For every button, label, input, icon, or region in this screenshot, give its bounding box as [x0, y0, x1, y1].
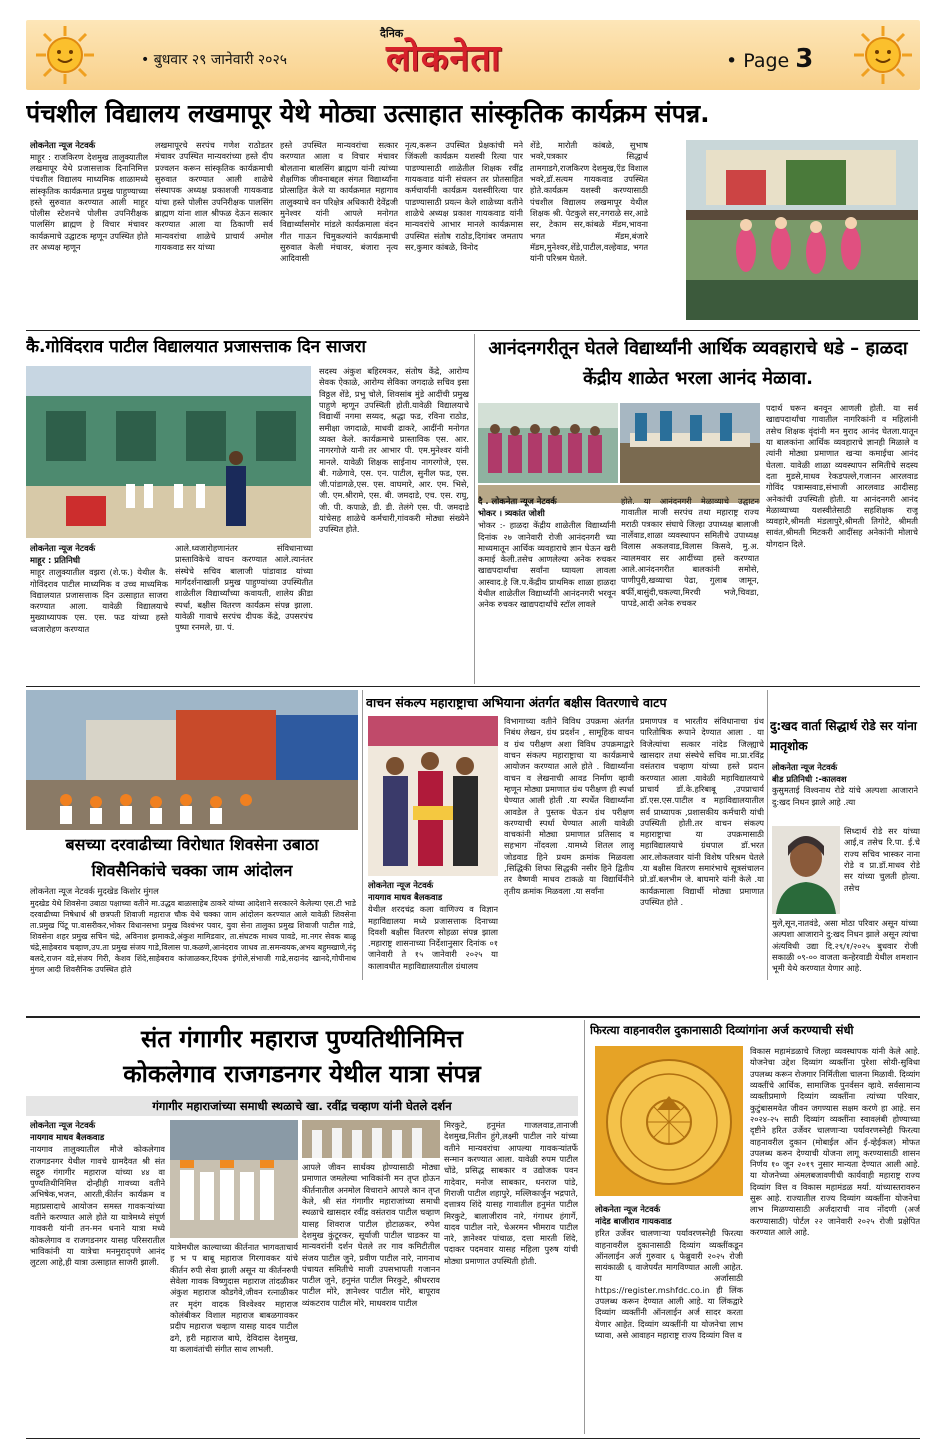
- story3-byline-place: भोकर । त्र्यकांत जोशी: [478, 507, 545, 518]
- story5-headline: वाचन संकल्प महाराष्ट्राचा अभियाना अंतर्गत बक्षीस वितरणाचे वाटप: [366, 695, 667, 710]
- story3-text-1: भोकर :- हाळदा केंद्रीय शाळेतील विद्यार्थ्यांनी दिनांक २७ जानेवारी रोजी आनंदनगरी च्या माध्यमातून आर्थिक व्यवहाराचे ज्ञान घेऊन खरी कमाई केली.तसेच आणलेल्या अनेक रुचकर खाद्यपदार्थांचा सर्वांना घ्यायला लावला आस्वाद.हे जि.प.केंद्रीय प्राथमिक शाळा हाळदा येथील शाळेतील विद्यार्थ्यांनी आनंदनगरी भरवून अनेक रुचकर खाद्यपदार्थांचे स्टॉल लावले: [478, 520, 616, 610]
- story8-headline: फिरत्या वाहनावरील दुकानासाठी दिव्यांगांना अर्ज करण्याची संधी: [590, 1023, 854, 1037]
- story2-text-1: माहूर तालुक्यातील वझरा (शे.फ.) येथील कै. गोविंदराव पाटील माध्यमिक व उच्च माध्यमिक विद्यालयात प्रजासत्ताक दिन उत्साहात साजरा करण्यात आला. यावेळी विद्यालयाचे मुख्याध्यापक एस. एस. फड यांच्या हस्ते ध्वजारोहण करण्यात: [30, 567, 168, 634]
- story1-column-5: शेंडे, मारोती कांबळे, सुभाष भवरे,पत्रकार सिद्धार्थ तामगाडगे,राजकिरण देशमुख,ऍड विशाल भवरे,डॉ.सत्यम गायकवाड उपस्थित होते.कार्यक्रम यशस्वी करण्यासाठी पंचशील विद्यालय लखमापूर येथील शिक्षक श्री. पेटकुले सर,नगराळे सर,आडे सर, टेकाम सर,कांबळे मॅडम,भावना भगत मॅडम,बंजारे मॅडम,मुनेश्वर,शेंडे,पाटील,वल्हेवाड, भगत यांनी परिश्रम घेतले.: [530, 140, 648, 264]
- story2-byline-place: माहूर : प्रतिनिधी: [30, 554, 81, 565]
- page-number-value: 3: [795, 44, 814, 74]
- story5-column-1: [368, 880, 498, 978]
- story5-photo-prize-distribution: [368, 716, 498, 876]
- story1-column-1: [30, 140, 148, 328]
- story6-text-top: कुसुमताई विश्वनाथ रोडे यांचे अल्पशा आजाराने दु:खद निधन झाले आहे .त्या: [772, 785, 918, 807]
- story1-column-2: लखमापूरचे सरपंच गणेश राठोडतर मंचावर उपस्थित मान्यवरांच्या हस्ते दीप प्रज्वलन करून सांस्कृतिक कार्यक्रमाची सुरुवात करण्यात आली शाळेचे संस्थापक अध्यक्ष प्रकाशजी गायकवाड यांचा हस्ते पोलीस उपनिरीक्षक पालसिंग ब्राह्मण यांना शाल श्रीफळ देऊन सत्कार करण्यात आला या ठिकाणी सर्व मान्यवरांचा शाळेचे प्राचार्य अमोल गायकवाड सर यांच्या: [155, 140, 273, 252]
- masthead: [26, 20, 920, 90]
- story2-column-1: [30, 543, 168, 683]
- story5-column-3: प्रमाणपत्र व भारतीय संविधानाचा ग्रंथ पारितोषिक रूपाने देण्यात आला . या विजेत्यांचा सत्कार नांदेड जिल्ह्याचे खासदार तथा संस्थेचे सचिव मा.प्रा.रविंद्र वसंतराव चव्हाण यांच्या हस्ते प्रदान करण्यात आला .यावेळी महाविद्यालयाचे प्राचार्य डॉ.के.हरिबाबू ,उपप्राचार्य डॉ.एस.एस.पाटील व महाविद्यालयातील सर्व प्राध्यापक ,प्रशासकीय कर्मचारी यांची उपस्थिती होती.तर वाचन संकल्प महाराष्ट्राचा या उपक्रमासाठी महाविद्यालयाचे ग्रंथपाल डॉ.भरत आर.लोकलवार यांनी विशेष परिश्रम घेतले .या बक्षीस वितरण समारंभाचे सूत्रसंचालन प्रो.डॉ.बलभीम जे. बाघमारे यांनी केले .या कार्यक्रमाला विद्यार्थी मोठ्या प्रमाणात उपस्थित होते .: [640, 716, 764, 907]
- story3-photo-students: [478, 403, 618, 483]
- story6-side-text: सिध्दार्थ रोडे सर यांच्या आई,व तसेच रि.पा. ई.चे राज्य सचिव भास्कर नाना रोडे व प्रा.डॉ.माधव रोडे सर यांच्या चुलती होत्या. तसेच: [844, 826, 920, 893]
- story6-photo-portrait: [772, 826, 840, 914]
- column-rule: [767, 690, 768, 980]
- story1-column-3: हस्ते उपस्थित मान्यवरांचा सत्कार करण्यात आला व विचार मंचावर बोलताना बालसिंग ब्राह्मण यांनी त्यांच्या शैक्षणिक जीवनाबद्दल संगत विद्यार्थ्यांना प्रोत्साहित केले या कार्यक्रमात महागाव तालुक्याचे वन परिक्षेत्र अधिकारी देवेंद्रजी मुनेश्वर यांनी आपले मनोगत विद्यार्थ्यांसमोर मांडले कार्यक्रमाला वंदन गीत गाऊन चिमुकल्यांने कार्यक्रमाची सुरुवात केली मंचावर, बंजारा नृत्य आदिवासी: [280, 140, 398, 264]
- story6-intro: [772, 762, 918, 824]
- story2-column-3: सदस्य अंकुश बहिरमकर, संतोष केंद्रे, आरोग्य सेवक ऐकाळे, आरोग्य सेविका जगदाळे सचिव इसा विठ्ठल शेंडे, प्रभु चोले, शिवसांब मुंडे आदींची प्रमुख पाहुणे म्हणून उपस्थिती होती.यावेळी विद्यालयाचे विद्यार्थी नगमा सय्यद, श्रद्धा फड, रविना राठोड, समीक्षा जगदाळे, माधवी ढाकरे, आदींनी मनोगत व्यक्त केले. कार्यक्रमाचे प्रास्ताविक एस. आर. नागरगोजे यानी तर आभार पी. एम.मुनेश्वर यांनी मानले. यावेळी शिक्षक साईनाथ नागरगोजे, एस. बी. गळेगावे, एस. एन. पाटील, सुनील फड, एस. जी.पांडागळे,एस. एस. वाघमारे, आर. एम. भिसे, जी. एम.श्रीरामे, एस. बी. जमदाडे, एच. एस. राघु, जी. पी. कपाळे, डी. डी. तेलंगे एस. पी. जमदाडे यांचेसह शाळेचे कर्मचारी,गांवकरी मोठ्या संख्येने उपस्थित होते.: [319, 366, 469, 535]
- story7-headline-line2: कोकलेगाव राजगडनगर येथील यात्रा संपन्न: [123, 1060, 481, 1088]
- newspaper-brand: लोकनेता: [386, 38, 502, 79]
- story1-text-1: माहूर : राजकिरण देशमुख तालुक्यातील लखमापूर येथे प्रजासत्ताक दिनानिमित्त पंचशील विद्यालय माध्यमिक शाळामध्ये सांस्कृतिक कार्यक्रमात प्रमुख पाहुण्याच्या हस्ते सुरुवात करण्यात आली माहूर पोलीस स्टेशनचे पोलीस उपनिरीक्षक पालसिंग ब्राह्मण हे विचार मंचावर कार्यक्रमाचे उद्घाटक म्हणून उपस्थित होते तर अध्यक्ष म्हणून: [30, 151, 148, 253]
- story5-byline-place: नायगाव माधव बैलकवाड: [368, 891, 443, 902]
- story4-byline: लोकनेता न्यूज नेटवर्क मुदखेड किशोर मुंगल: [30, 886, 159, 896]
- story7-photo-gathering: [302, 1120, 440, 1158]
- story1-headline: पंचशील विद्यालय लखमापूर येथे मोठ्या उत्साहात सांस्कृतिक कार्यक्रम संपन्न.: [26, 99, 710, 128]
- story3-column-3: पदार्थ घरून बनवून आणली होती. या सर्व खाद्यपदार्थांचा गावातील नागरिकांनी व महिलांनी तसेच शिक्षक वृंदांनी मन मुराद आनंद घेतला.यातून या बालकांना आर्थिक व्यवहाराचे ज्ञानही मिळाले व त्यांनी मोठ्या प्रमाणात खऱ्या कमाईचा आनंद घेतला. यावेळी शाळा व्यवस्थापन समितीचे सदस्य दता मुडसे,माधव रेकडपल्ले,गजानन आरलवाड गोविंद पत्राम्सवाड,संभाजी आरलवाड आदीसह अनेकांची उपस्थिती होती. या आनंदनगरी आनंद मेळाव्याच्या यशस्वीतेसाठी सहशिक्षक राजू व्यवहारे,श्रीमती मंडलापुरे,श्रीमती तिगोटे, श्रीमती सावंत,श्रीमती मिटकरी आदींसह अनेकांनी मोलाचे योगदान दिले.: [766, 403, 918, 549]
- story5-text-1: येथील शरदचंद्र कला वाणिज्य व विज्ञान महाविद्यालया मध्ये प्रजासत्ताक दिनाच्या दिवशी बक्षीस वितरण सोहळा संपन्न झाला .महाराष्ट्र शासनाच्या निर्देशानुसार दिनांक ०१ जानेवारी ते १५ जानेवारी २०२५ या कालावधीत महाविद्यालयातील ग्रंथालय: [368, 904, 498, 971]
- column-rule: [584, 1020, 585, 1434]
- column-rule: [474, 334, 475, 684]
- story2-headline: कै.गोविंदराव पाटील विद्यालयात प्रजासत्ताक दिन साजरा: [26, 337, 366, 357]
- story4-body: [30, 886, 356, 976]
- story7-column-2: यात्रेमधील काल्याच्या कीर्तनात भागवताचार्य ह भ प बाबू महाराज गिरगावकर यांचे कीर्तन रुपी सेवा झाली असून या कीर्तनरुपी सेवेला गावक विष्णुदास महाराज तांदळीकर अंकुश महाराज कौडगेवे,जीवन रत्नाळीकर तर मृदंग वादक विश्वेश्वर महाराज कोलंबीकर विशाल महाराज बाबळगावकर प्रदीप महाराज चव्हाण यासह यादव पाटील ढगे, हरी महाराज बाघे, देविदास देशमुख, या कलावंतांची संगीत साथ लाभली.: [170, 1242, 298, 1354]
- story8-byline: लोकनेता न्यूज नेटवर्क: [595, 1204, 661, 1214]
- section-rule: [26, 686, 920, 687]
- story1-photo-stage-dance: [686, 140, 918, 320]
- story3-photo-food-stall: [620, 403, 760, 483]
- story7-byline: लोकनेता न्यूज नेटवर्क: [30, 1120, 96, 1130]
- story8-text-1: हरित उर्जेवर चालणाऱ्या पर्यावरणस्नेही फिरत्या वाहनावरील दुकानासाठी दिव्यांग व्यक्तींकडून ऑनलाईन अर्ज गुरुवार ६ फेब्रुवारी २०२५ रोजी सायंकाळी ६ वाजेपर्यंत मागविण्यात आली आहेत. या अर्जासाठी https://register.mshfdc.co.in ही लिंक उपलब्ध करून देण्यात आली आहे. या लिंकद्वारे दिव्यांग व्यक्तींनी ऑनलाईन अर्ज सादर करता येणार आहेत. दिव्यांग व्यक्तींनी या योजनेचा लाभ घ्यावा, असे आवाहन महाराष्ट्र राज्य दिव्यांग वित्त व: [595, 1228, 743, 1340]
- sun-icon: [34, 24, 96, 86]
- story8-byline-place: नांदेड बाजीराव गायकवाड: [595, 1215, 672, 1226]
- story6-byline: लोकनेता न्यूज नेटवर्क: [772, 762, 838, 772]
- story4-photo-bus-protest: [26, 690, 358, 830]
- story7-column-3: आपले जीवन सार्थक्य होण्यासाठी मोठ्या प्रमाणात जमलेल्या भाविकांनी मन तृप्त होऊन कीर्तनातील अनमोल विचाराने आपले कान तृप्त केले, श्री संत गंगागीर महाराजांच्या समाधी स्थळाचे खासदार रवींद्र वसंतराव पाटील चव्हाण यासह शिवराज पाटील होटाळकर, रुपेश देशमुख कुंटूरकर, सूर्याजी पाटील चाडकर या मान्यवरांनी दर्शन घेतले तर गाव कमिटीतील संजय पाटील जुने, प्रवीण पाटील नारे, नागनाथ पंचायत समितीचे माजी उपसभापती गजानन पाटील जुने, हनुमंत पाटील मिरकुटे, श्रीधरराव पाटील मोरे, ज्ञानेश्वर पाटील मोरे, बापूराव व्यंकटराव पाटील मोरे, माधवराव पाटील: [302, 1162, 440, 1308]
- sun-icon: [852, 24, 914, 86]
- story2-column-2: आले.ध्वजारोहणानंतर संविधानाच्या प्रास्ताविकेचे वाचन करण्यात आले.त्यानंतर संस्थेचे सचिव बालाजी पांडावाड यांच्या मार्गदर्शनाखाली प्रमुख पाहुण्यांच्या उपस्थितीत शाळेतील विद्यार्थ्यांच्या कवायती, शालेय क्रीडा स्पर्धा, बक्षीस वितरण कार्यक्रम संपन्न झाला. यावेळी गावाचे सरपंच दीपक केंद्रे, उपसरपंच पुष्पा रनमले, ग्रा. पं.: [175, 543, 313, 633]
- story7-byline-place: नायगाव माधव बैलकवाड: [30, 1131, 105, 1142]
- story2-byline: लोकनेता न्यूज नेटवर्क: [30, 543, 96, 553]
- ashoka-seal-icon: [595, 1046, 743, 1196]
- page-label: • Page: [726, 50, 790, 72]
- story3-column-1: [478, 496, 616, 683]
- brand-prefix: दैनिक: [380, 27, 404, 40]
- page-number: [726, 44, 813, 74]
- section-rule: [26, 1016, 920, 1018]
- story3-column-2: होते. या आनंदनगरी मेळाव्याचे उद्घाटन गावातील माजी सरपंच तथा महाराष्ट्र राज्य मराठी पत्रकार संघाचे जिल्हा उपाध्यक्ष बालाजी नार्लेवाड,शाळा व्यवस्थापन समितीचे उपाध्यक्ष विलास अकलवाड,विलास किसवे, मु.अ. न्यालमवार सर आदींच्या हस्ते करण्यात आले.आनंदनगरीत बालकांनी समोसे, पाणीपुरी,खव्याचा पेढा, गुलाब जामून, बर्फी,बासुंदी,चकल्या,मिरची भजे,चिवडा, पापडे,आदी अनेक रुचकर: [621, 496, 759, 608]
- section-rule: [26, 1438, 920, 1439]
- story3-headline: आनंदनगरीतून घेतले विद्यार्थ्यांनी आर्थिक व्यवहाराचे धडे – हाळदा केंद्रीय शाळेत भरला आनंद मेळावा.: [488, 338, 908, 389]
- story8-column-2: विकास महामंडळाचे जिल्हा व्यवस्थापक यांनी केले आहे. योजनेचा उद्देश दिव्यांग व्यक्तींना पुरेशा सोयी-सुविधा उपलब्ध करून रोजगार निर्मितीला चालना मिळावी. दिव्यांग व्यक्तींचे आर्थिक, सामाजिक पुनर्वसन व्हावे. सर्वसामान्य व्यक्तीप्रमाणे दिव्यांग व्यक्तींना त्यांच्या परिवार, कुटुंबासमवेत जीवन जगण्यास सक्षम करणे हा आहे. सन २०२४-२५ साठी दिव्यांग व्यक्तींना स्वावलंबी होण्याच्या दृष्टीने हरित उर्जेवर चालणाऱ्या पर्यावरणस्नेही फिरत्या वाहनावरील दुकान (मोबाईल ऑन ई-व्हेईकल) मोफत उपलब्ध करुन देण्याची योजना लागू करण्यासाठी शासन निर्णय १० जून २०१९ नुसार मान्यता देण्यात आली आहे. या योजनेच्या अंमलबजावणीची कार्यवाही महाराष्ट्र राज्य दिव्यांग वित्त व विकास महामंडळ मर्या. यांच्यास्तरावरुन सुरू आहे. राज्यातील राज्य दिव्यांग व्यक्तींना योजनेचा लाभ मिळण्यासाठी अर्जदाराची नाव नोंदणी (अर्ज करण्यासाठी) पोर्टल २२ जानेवारी २०२५ रोजी प्रक्षेपित करण्यात आले आहे.: [750, 1046, 920, 1237]
- issue-date: • बुधवार २९ जानेवारी २०२५: [141, 52, 288, 68]
- story3-byline: दै . लोकनेता न्यूज नेटवर्क: [478, 496, 557, 506]
- story8-column-1: [595, 1204, 743, 1432]
- story5-byline: लोकनेता न्यूज नेटवर्क: [368, 880, 434, 890]
- story6-headline: दु:खद वार्ता सिद्धार्थ रोडे सर यांना मातृशोक: [770, 719, 917, 753]
- story7-photo-procession: [170, 1120, 298, 1238]
- story1-byline: लोकनेता न्यूज नेटवर्क: [30, 140, 96, 150]
- column-rule: [362, 690, 363, 980]
- story1-column-4: नृत्य,करून उपस्थित प्रेक्षकांची मने जिंकली कार्यक्रम यशस्वी रित्या पार पाडण्यासाठी शाळेतील शिक्षक रवींद्र गायकवाड यांनी संचलन तर प्रोतसाहित कर्मचार्यांनी कार्यक्रम यशस्वीरित्या पार पाडण्यासाठी प्रयत्न केले शाळेच्या वतीने शाळेचे अध्यक्ष प्रकाश गायकवाड यांनी मान्यवरांचे आभार मानले कार्यक्रमास उपस्थित संतोष राठोड,दिगांबर जमताप सर,कुमार कांबळे, विनोद: [405, 140, 523, 252]
- story5-column-2: विभागाच्या वतीने विविध उपक्रमा अंतर्गत निबंध लेखन, ग्रंथ प्रदर्शन , सामूहिक वाचन व ग्रंथ परीक्षण अशा विविध उपक्रमाद्वारे वाचन संकल्प महाराष्ट्राचा या कार्यक्रमाचे आयोजन करण्यात आले होते . विद्यार्थ्यांना वाचन व लेखनाची आवड निर्माण व्हावी म्हणून मोठ्या प्रमाणात ग्रंथ परीक्षण ही स्पर्धा घेण्यात आली होती .या स्पर्धेत विद्यार्थ्यांना आवडेल ते पुस्तक घेऊन ग्रंथ परीक्षण करण्याची स्पर्धा घेण्यात आली यावेळी वाचकांनी मोठ्या प्रमाणात प्रतिसाद व सहभाग नोंदवला .यामध्ये शितल लालू जोडवाड हिने प्रथम क्रमांक मिळवला ,सिद्धिकी शिफा सिद्धकी नसीर हिने द्वितीय तर वैष्णवी माधव टाकळे या विद्यार्थिनीने तृतीय क्रमांक मिळवला .या सर्वांना: [504, 716, 634, 896]
- story2-photo-flag-hoisting: [26, 366, 311, 538]
- section-rule: [26, 330, 920, 331]
- story7-headline-line1: संत गंगागीर महाराज पुण्यतिथीनिमित्त: [141, 1025, 463, 1053]
- story6-bottom-text: मुले,सून,नातवंडे, असा मोठा परिवार असून यांच्या अल्पशा आजाराने दु:खद निधन झाले असून त्यांचा अंत्यविधी उद्या दि.२९/१/२०२५ बुधवार रोजी सकाळी ०९-०० वाजता कन्हेरवाडी येथील शमशान भूमी येथे करण्यात येणार आहे.: [772, 918, 918, 974]
- story7-column-1: [30, 1120, 165, 1432]
- story7-column-4: मिरकुटे, हनुमंत गाजलवाड,तानाजी देशमुख,नितीन हुंगे,लक्ष्मी पाटील नारे यांच्या वतीने मान्यवरांचा आपल्या गावकऱ्यांतर्फे सन्मान करण्यात आला. यावेळी रुपम पाटील चोंडे, प्रसिद्ध साबकार व उद्योजक पवन गादेवार, मनोज साबकार, धनराज पांडे, गिराजी पाटील शहापुरे, मल्लिकार्जुन भद्रपाते, दत्तात्रय शिंदे यासह गावातील हनुमंत पाटील मिरकुटे, बालाजीराव नारे, गंगाधर हंगार्गे, यादव पाटील नारे, चेअरमन भीमराव पाटील नारे, ज्ञानेश्वर पांचाळ, दत्ता मारती शिंदे, पदाकर पदमवार यासह महिला पुरुष यांची मोठ्या प्रमाणात उपस्थिती होती.: [444, 1120, 578, 1266]
- story7-subheadline: गंगागीर महाराजांच्या समाधी स्थळाचे खा. रवींद्र चव्हाण यांनी घेतले दर्शन: [26, 1096, 578, 1116]
- story6-byline-place: बीड प्रतिनिधी :-कालवश: [772, 773, 847, 784]
- story4-headline: बसच्या दरवाढीच्या विरोधात शिवसेना उबाठा शिवसैनिकांचे चक्का जाम आंदोलन: [65, 835, 319, 880]
- story4-text: मुदखेड येथे शिवसेना उबाठा पक्षाच्या वतीने मा.उद्धव बाळासाहेब ठाकरे यांच्या आदेशाने सरकारने केलेल्या एस.टी भाडे दरवाढीच्या निषेधार्थ श्री छत्रपती शिवाजी महाराज चौक येथे चक्का जाम आंदोलन करण्यात आले यावेळी शिवसेना ता.प्रमुख पिंटू पा.वासरीकर,भोकर विधानसभा प्रमुख विश्वंभर पवार, युवा सेना तालुका प्रमुख शिवाजी पाटील गाडे, शिवसेना शहर प्रमुख सचिन चंद्रे, अविनाश झमाकडे,अंकुश मामिडवार, ता.संघटक माधव पावडे, मा.नगर सेवक बाळू चंद्रे,साहेबराव चव्हाण,उप.ता प्रमुख संजय गाडे,विलास पा.कळणे,आनंदराव जाधव ता.समन्वयक,अभय बहुमखाणे,नंदू बलदे,राजन वडे,संजय गिरी, केशव शिंदे,साहेबराव कांजाळकर,दिपक इंगोले,संभाजी गाढे,सदानंद खानदे,गोपीनाथ मुंगल आदी शिवसैनिक उपस्थित होते: [30, 898, 356, 975]
- story7-text-1: नायगाव तालुक्यातील मौजे कोकलेगाव राजगडनगर येथील गावचे ग्रामदैवत श्री संत सद्गुरु गंगागीर महाराज यांच्या ४४ वा पुण्यतिथीनिमित्त दोन्हीही गावच्या वतीने अभिषेक,भजन, आरती,कीर्तन कार्यक्रम व महाप्रसादाचे आयोजन समस्त गावकऱ्यांच्या वतीने करण्यात आले होते या यात्रेमध्ये संपूर्ण गावकरी यांनी तन-मन धनाने यात्रा मध्ये कोकलेगाव व राजगडनगर यासह परिसरातील भाविकांनी या यात्रेचा मनमुराद्पणे आनंद लुटला आहे,ही यात्रा उत्साहात साजरी झाली.: [30, 1144, 165, 1268]
